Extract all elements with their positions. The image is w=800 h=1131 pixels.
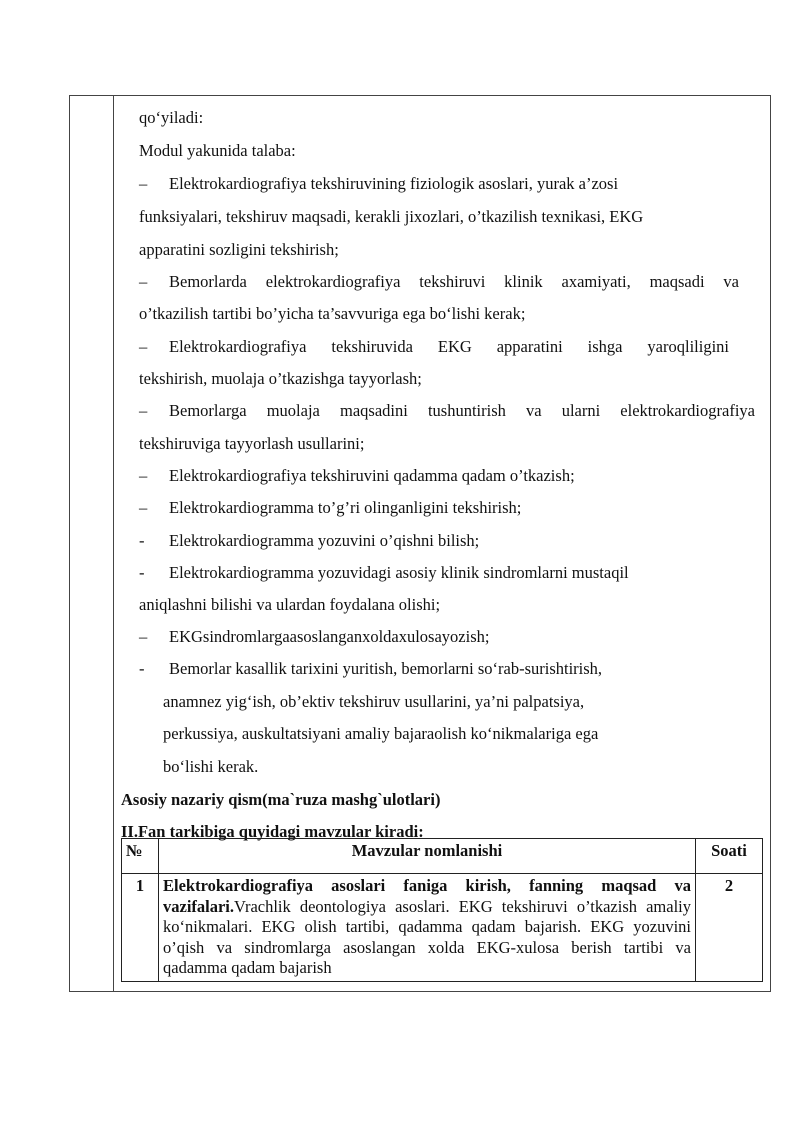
bullet-dash: - <box>139 563 145 582</box>
outcome-2-line-1: – Bemorlarda elektrokardiografiya tekshiruvi klinik axamiyati, maqsadi va <box>139 272 739 291</box>
bullet-dash: - <box>139 531 145 550</box>
bullet-dash: – <box>139 466 148 485</box>
outcome-2-line-2: o’tkazilish tartibi bo’yicha ta’savvuriga ega bo‘lishi kerak; <box>139 304 526 323</box>
outcome-1-line-2: funksiyalari, tekshiruv maqsadi, kerakli jixozlari, o’tkazilish texnikasi, EKG <box>139 207 644 226</box>
bullet-dash: – <box>139 627 148 646</box>
section-heading-theory: Asosiy nazariy qism(ma`ruza mashg`ulotlari) <box>121 790 441 809</box>
outcome-8-line-2: aniqlashni bilishi va ulardan foydalana olishi; <box>139 595 441 614</box>
topic-title: Elektrokardiografiya asoslari faniga kirish, fanning maqsad va vazifalari. <box>163 876 691 916</box>
section-heading-topics: II.Fan tarkibiga quyidagi mavzular kiradi: <box>121 822 424 841</box>
outcome-8-line-1: - Elektrokardiogramma yozuvidagi asosiy klinik sindromlarni mustaqil <box>139 563 629 582</box>
bullet-dash: - <box>139 659 145 678</box>
bullet-dash: – <box>139 272 148 291</box>
outcome-4-line-1: – Bemorlarga muolaja maqsadini tushuntirish va ularni elektrokardiografiya <box>139 401 755 420</box>
row-topic <box>159 874 696 982</box>
row-number: 1 <box>122 874 159 982</box>
outcome-1-line-1: – Elektrokardiografiya tekshiruvining fiziologik asoslari, yurak a’zosi <box>139 174 619 193</box>
topics-table <box>121 838 763 982</box>
bullet-dash: – <box>139 174 148 193</box>
header-number: № <box>122 839 159 874</box>
outcome-3-line-2: tekshirish, muolaja o’tkazishga tayyorlash; <box>139 369 422 388</box>
outcome-9: – EKGsindromlargaasoslanganxoldaxulosayozish; <box>139 627 490 646</box>
outcome-3-line-1: – Elektrokardiografiya tekshiruvida EKG apparatini ishga yaroqliligini <box>139 337 729 356</box>
outcome-10-line-2: anamnez yig‘ish, ob’ektiv tekshiruv usullarini, ya’ni palpatsiya, <box>163 692 585 711</box>
intro-continuation: qo‘yiladi: <box>139 108 204 127</box>
table-header-row <box>122 839 763 874</box>
header-topic-name: Mavzular nomlanishi <box>159 839 696 874</box>
bullet-dash: – <box>139 401 148 420</box>
outcome-10-line-4: bo‘lishi kerak. <box>163 757 259 776</box>
bullet-dash: – <box>139 498 148 517</box>
intro-lead: Modul yakunida talaba: <box>139 141 296 160</box>
outcome-7: - Elektrokardiogramma yozuvini o’qishni bilish; <box>139 531 480 550</box>
outcome-10-line-3: perkussiya, auskultatsiyani amaliy bajaraolish ko‘nikmalariga ega <box>163 724 599 743</box>
outcome-4-line-2: tekshiruviga tayyorlash usullarini; <box>139 434 365 453</box>
outcome-6: – Elektrokardiogramma to’g’ri olinganligini tekshirish; <box>139 498 522 517</box>
row-hours: 2 <box>696 874 763 982</box>
frame-column-divider <box>113 95 114 992</box>
table-row <box>122 874 763 982</box>
outcome-5: – Elektrokardiografiya tekshiruvini qadamma qadam o’tkazish; <box>139 466 575 485</box>
outcome-10-line-1: - Bemorlar kasallik tarixini yuritish, bemorlarni so‘rab-surishtirish, <box>139 659 603 678</box>
bullet-dash: – <box>139 337 148 356</box>
topic-body: Vrachlik deontologiya asoslari. EKG tekshiruvi o’tkazish amaliy ko‘nikmalari. EKG olish tartibi, qadamma qadam bajarish. EKG yozuvini o’qish va sindromlarga asoslangan xolda EKG-xulosa berish tartibi va qadamma qadam bajarish <box>163 896 691 977</box>
outcome-1-line-3: apparatini sozligini tekshirish; <box>139 240 339 259</box>
header-hours: Soati <box>696 839 763 874</box>
